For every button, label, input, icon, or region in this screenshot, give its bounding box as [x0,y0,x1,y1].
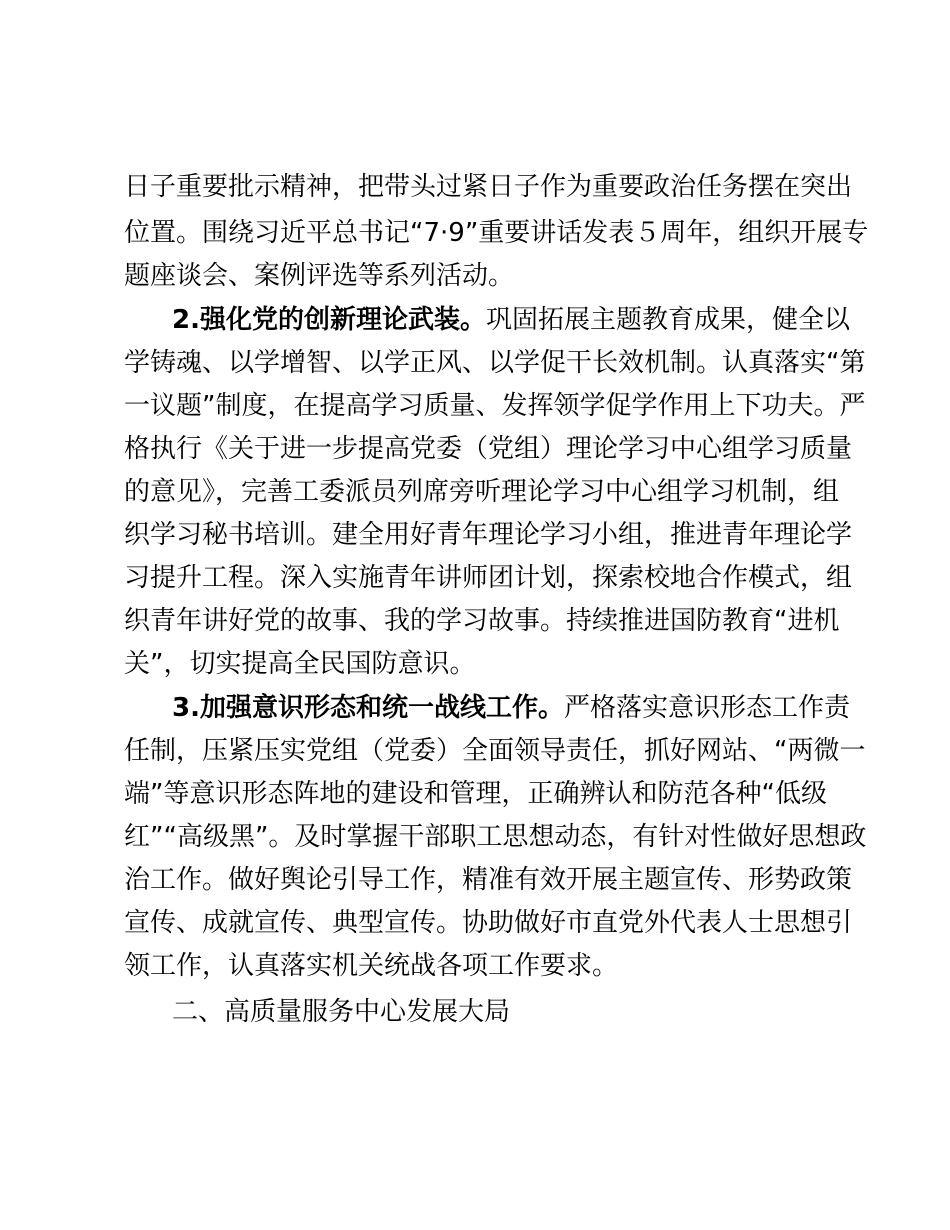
chapter-heading: 二、高质量服务中心发展大局 [172,997,511,1027]
paragraph-line [124,558,852,598]
line-text: 的意见》，完善工委派员列席旁听理论学习中心组学习机制，组 [124,477,840,507]
line-text: 学铸魂、以学增智、以学正风、以学促干长效机制。认真落实“第 [124,348,866,378]
paragraph-line [124,903,852,943]
paragraph-line [124,601,839,641]
line-text: 日子重要批示精神，把带头过紧日子作为重要政治任务摆在突出 [124,172,853,202]
paragraph-line [124,256,514,296]
section-heading: 2.强化党的创新理论武装。 [172,305,486,335]
paragraph-line [124,860,852,900]
line-text: 位置。围绕习近平总书记“7·9”重要讲话发表５周年，组织开展专 [124,218,869,248]
line-text: 领工作，认真落实机关统战各项工作要求。 [124,951,619,981]
line-text: 织学习秘书培训。建全用好青年理论学习小组，推进青年理论学 [124,520,853,550]
line-text: 格执行《关于进一步提高党委（党组）理论学习中心组学习质量 [124,434,853,464]
section-heading-line [172,300,850,340]
line-text: 巩固拓展主题教育成果，健全以 [485,305,850,335]
line-text: 治工作。做好舆论引导工作，精准有效开展主题宣传、形势政策 [124,865,853,895]
paragraph-line [124,472,839,512]
chapter-heading-line [172,992,510,1032]
paragraph-line [124,343,865,383]
line-text: 红”“高级黑”。及时掌握干部职工思想动态，有针对性做好思想政 [124,822,867,852]
line-text: 习提升工程。深入实施青年讲师团计划，探索校地合作模式，组 [124,563,853,593]
section-heading-line [172,688,850,728]
paragraph-line [124,774,827,814]
line-text: 织青年讲好党的故事、我的学习故事。持续推进国防教育“进机 [124,606,840,636]
paragraph-line [124,817,866,857]
line-text: 宣传、成就宣传、典型宣传。协助做好市直党外代表人士思想引 [124,908,853,938]
line-text: 严格落实意识形态工作责 [563,693,850,723]
line-text: 任制，压紧压实党组（党委）全面领导责任，抓好网站、“两微一 [124,736,866,766]
paragraph-line [124,213,868,253]
paragraph-line [124,731,865,771]
paragraph-line [124,515,852,555]
line-text: 关”，切实提高全民国防意识。 [124,649,476,679]
paragraph-line [124,946,618,986]
paragraph-line [124,429,852,469]
section-heading: 3.加强意识形态和统一战线工作。 [172,693,564,723]
line-text: 端”等意识形态阵地的建设和管理，正确辨认和防范各种“低级 [124,779,827,809]
line-text: 题座谈会、案例评选等系列活动。 [124,261,515,291]
paragraph-line [124,386,865,426]
paragraph-line [124,167,852,207]
line-text: 一议题”制度，在提高学习质量、发挥领学促学作用上下功夫。严 [124,391,866,421]
paragraph-line [124,644,475,684]
